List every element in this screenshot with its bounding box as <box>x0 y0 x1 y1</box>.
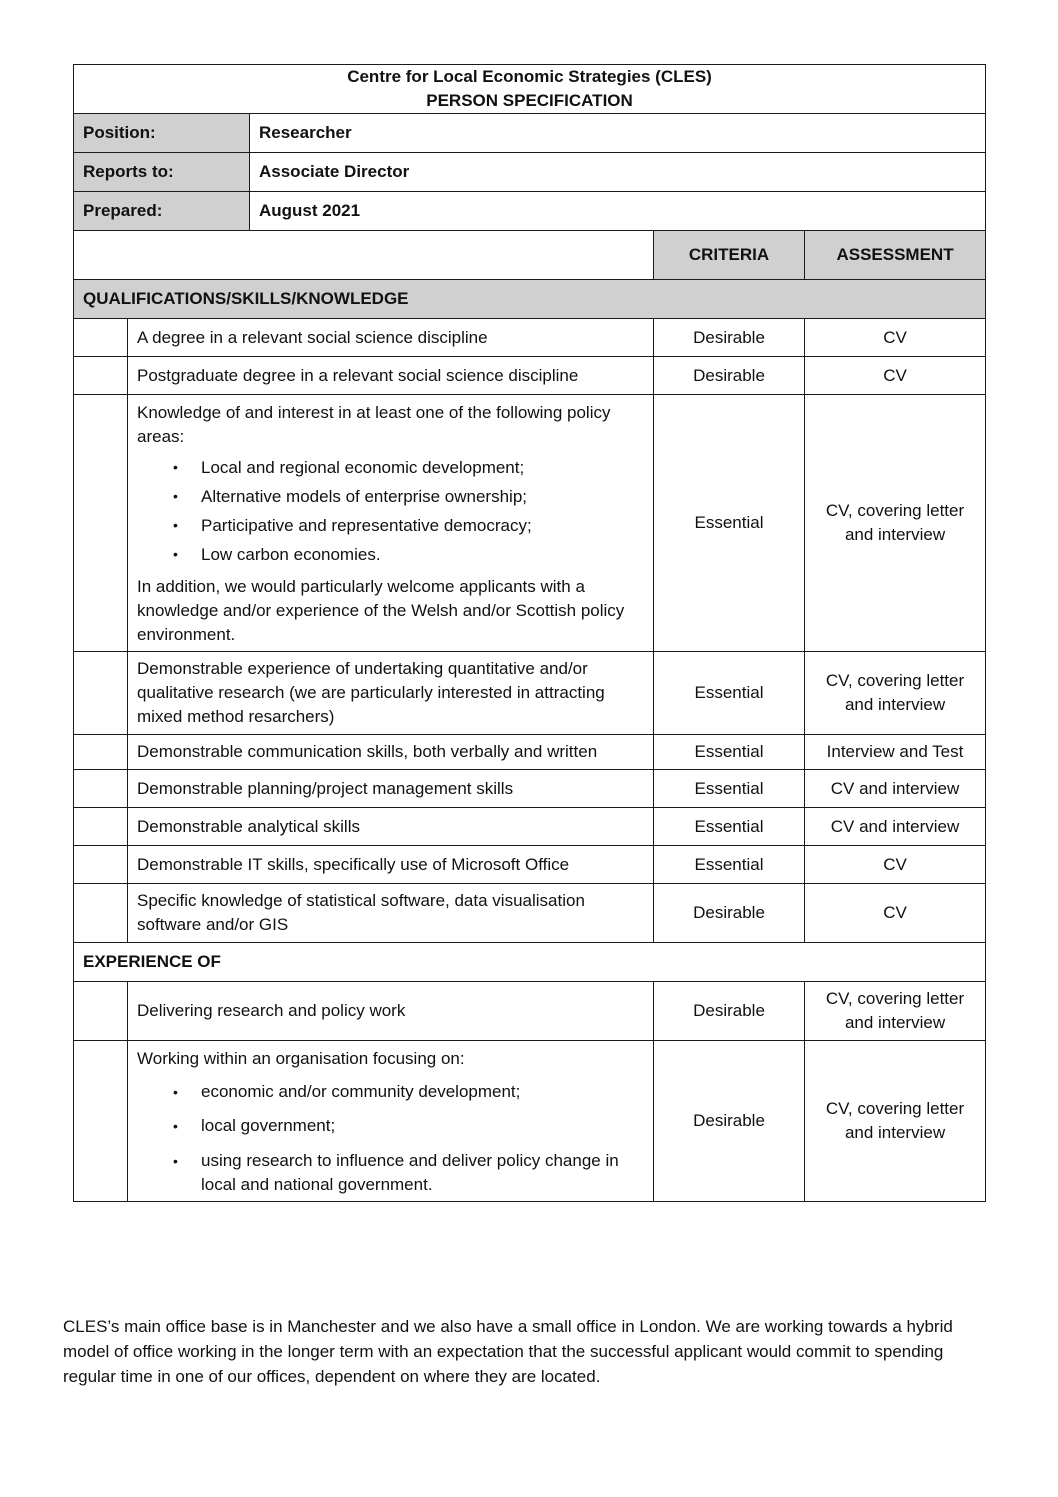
document-header <box>74 65 986 114</box>
assessment-value: CV and interview <box>805 770 986 808</box>
criteria-value: Desirable <box>654 884 805 943</box>
requirement-description: Demonstrable experience of undertaking quantitative and/or qualitative research (we are particularly interested in attracting mixed method resarchers) <box>128 652 654 735</box>
list-item <box>173 1143 644 1197</box>
requirement-description: Demonstrable planning/project management skills <box>128 770 654 808</box>
criteria-value: Desirable <box>654 319 805 357</box>
row-marker-cell <box>74 884 128 943</box>
requirement-intro: Working within an organisation focusing on: <box>137 1049 465 1068</box>
bullet-icon: • <box>173 1084 178 1100</box>
row-marker-cell <box>74 652 128 735</box>
assessment-value: CV, covering letter and interview <box>805 1041 986 1202</box>
section-header-row <box>74 943 986 982</box>
table-row <box>74 357 986 395</box>
prepared-label: Prepared: <box>74 192 250 231</box>
section-title-experience: EXPERIENCE OF <box>74 943 986 982</box>
criteria-value: Essential <box>654 808 805 846</box>
criteria-value: Desirable <box>654 982 805 1041</box>
assessment-value: CV, covering letter and interview <box>805 982 986 1041</box>
criteria-value: Essential <box>654 652 805 735</box>
list-item <box>173 511 644 540</box>
list-item <box>173 1075 644 1109</box>
policy-areas-list <box>137 453 644 569</box>
table-row <box>74 319 986 357</box>
office-location-note: CLES’s main office base is in Manchester and we also have a small office in London. We are working towards a hybrid model of office working in the longer term with an expectation that the successful applicant would commit to spending regular time in one of our offices, dependent on where they are located. <box>63 1317 953 1386</box>
meta-row-reports-to <box>74 153 986 192</box>
assessment-value: CV <box>805 884 986 943</box>
row-marker-cell <box>74 395 128 652</box>
table-row <box>74 846 986 884</box>
prepared-value: August 2021 <box>250 192 986 231</box>
position-label: Position: <box>74 114 250 153</box>
list-item-text: Low carbon economies. <box>201 545 381 564</box>
row-marker-cell <box>74 982 128 1041</box>
reports-to-value: Associate Director <box>250 153 986 192</box>
reports-to-label: Reports to: <box>74 153 250 192</box>
bullet-icon: • <box>173 546 178 562</box>
row-marker-cell <box>74 770 128 808</box>
assessment-value: Interview and Test <box>805 735 986 770</box>
criteria-value: Essential <box>654 395 805 652</box>
assessment-value: CV, covering letter and interview <box>805 652 986 735</box>
bullet-icon: • <box>173 459 178 475</box>
meta-row-prepared <box>74 192 986 231</box>
requirement-intro: Knowledge of and interest in at least one of the following policy areas: <box>137 403 611 446</box>
criteria-value: Essential <box>654 770 805 808</box>
table-row <box>74 982 986 1041</box>
column-header-blank <box>74 231 654 280</box>
list-item-text: economic and/or community development; <box>201 1082 521 1101</box>
requirement-description: Demonstrable IT skills, specifically use of Microsoft Office <box>128 846 654 884</box>
bullet-icon: • <box>173 517 178 533</box>
assessment-value: CV <box>805 357 986 395</box>
column-header-row <box>74 231 986 280</box>
bullet-icon: • <box>173 1118 178 1134</box>
bullet-icon: • <box>173 488 178 504</box>
assessment-value: CV, covering letter and interview <box>805 395 986 652</box>
assessment-column-header: ASSESSMENT <box>805 231 986 280</box>
bullet-icon: • <box>173 1153 178 1169</box>
requirement-description: Demonstrable communication skills, both verbally and written <box>128 735 654 770</box>
criteria-column-header: CRITERIA <box>654 231 805 280</box>
section-title-qualifications: QUALIFICATIONS/SKILLS/KNOWLEDGE <box>74 280 986 319</box>
row-marker-cell <box>74 319 128 357</box>
row-marker-cell <box>74 735 128 770</box>
list-item-text: Alternative models of enterprise ownership; <box>201 487 527 506</box>
position-value: Researcher <box>250 114 986 153</box>
table-row <box>74 395 986 652</box>
requirement-description: Delivering research and policy work <box>128 982 654 1041</box>
list-item-text: local government; <box>201 1116 336 1135</box>
requirement-description: A degree in a relevant social science discipline <box>128 319 654 357</box>
requirement-description <box>128 395 654 652</box>
table-row <box>74 884 986 943</box>
criteria-value: Essential <box>654 735 805 770</box>
list-item-text: Local and regional economic development; <box>201 458 525 477</box>
table-row <box>74 735 986 770</box>
meta-row-position <box>74 114 986 153</box>
list-item <box>173 453 644 482</box>
assessment-value: CV <box>805 319 986 357</box>
table-row <box>74 808 986 846</box>
list-item <box>173 1109 644 1143</box>
table-row <box>74 652 986 735</box>
org-title: Centre for Local Economic Strategies (CLES) <box>347 67 712 86</box>
table-row <box>74 1041 986 1202</box>
requirement-description <box>128 1041 654 1202</box>
section-header-row <box>74 280 986 319</box>
row-marker-cell <box>74 1041 128 1202</box>
criteria-value: Essential <box>654 846 805 884</box>
list-item <box>173 540 644 569</box>
doc-title: PERSON SPECIFICATION <box>426 91 633 110</box>
requirement-description: Specific knowledge of statistical software, data visualisation software and/or GIS <box>128 884 654 943</box>
requirement-additional-note: In addition, we would particularly welcome applicants with a knowledge and/or experience of the Welsh and/or Scottish policy environment. <box>137 577 625 644</box>
requirement-description: Postgraduate degree in a relevant social science discipline <box>128 357 654 395</box>
row-marker-cell <box>74 846 128 884</box>
person-specification-table <box>73 64 986 1202</box>
criteria-value: Desirable <box>654 1041 805 1202</box>
organisation-focus-list <box>137 1075 644 1197</box>
assessment-value: CV <box>805 846 986 884</box>
list-item-text: Participative and representative democracy; <box>201 516 532 535</box>
row-marker-cell <box>74 357 128 395</box>
list-item-text: using research to influence and deliver policy change in local and national government. <box>201 1151 619 1194</box>
table-row <box>74 770 986 808</box>
row-marker-cell <box>74 808 128 846</box>
criteria-value: Desirable <box>654 357 805 395</box>
assessment-value: CV and interview <box>805 808 986 846</box>
list-item <box>173 482 644 511</box>
title-row <box>74 65 986 114</box>
requirement-description: Demonstrable analytical skills <box>128 808 654 846</box>
